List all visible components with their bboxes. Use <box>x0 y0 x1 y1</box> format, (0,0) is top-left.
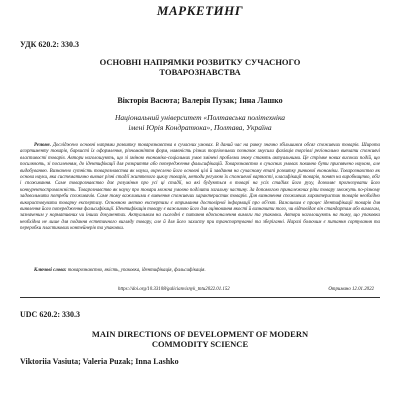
udc-code-en: UDC 620.2: 330.3 <box>20 310 80 319</box>
section-heading: МАРКЕТИНГ <box>156 3 244 18</box>
article-title-ua <box>30 57 370 77</box>
title-line: COMMODITY SCIENCE <box>151 339 249 349</box>
received-date: Отримано 12.01.2022 <box>328 287 374 292</box>
title-line: MAIN DIRECTIONS OF DEVELOPMENT OF MODERN <box>91 329 309 339</box>
title-line: ОСНОВНІ НАПРЯМКИ РОЗВИТКУ СУЧАСНОГО <box>99 57 301 67</box>
article-title-en <box>30 329 370 349</box>
authors-ua: Вікторія Васюта; Валерія Пузак; Інна Лашко <box>117 96 283 105</box>
authors-en: Viktoriia Vasiuta; Valeria Puzak; Inna Lashko <box>20 357 179 366</box>
affiliation-line: імені Юрія Кондратюка», Полтава, Україна <box>128 122 272 132</box>
keywords-lead: Ключові слова: <box>34 268 67 273</box>
divider <box>20 297 380 298</box>
doi-link[interactable]: https://doi.org/10.33108/galicianvisnyk_tntu2022.01.152 <box>118 287 230 292</box>
abstract <box>20 143 380 233</box>
abstract-lead: Резюме. <box>34 143 51 148</box>
keywords-body: товарознавство, якість, упаковка, ідентифікація, фальсифікація. <box>66 268 206 273</box>
affiliation-line: Національний університет «Полтавська політехніка <box>114 113 286 122</box>
abstract-body: Досліджено основні напрями розвитку товарознавства в сучасних умовах. В даний час на ринку значно збільшився обсяг споживчих товарів. Широта асортименту товарів, барвисті їх оформлення, різноманіття форм, наявність різних торгівельних позначок змусили фахівців торгівлі регіонально вивчати споживчі властивості товарів. Автори наголошують, що зі зміною економіко-соціальних умов змінені проблеми знову стають актуальними. Це стрімке нових високих подій, що посилюють, зі посиленням, до ідентифікації для розкриття або попередження фальсифікацій. Товарознавство в сучасних умовах повинно бути присвячено наукою, але видобуванню. Визначено сутність товарознавства як науки, окреслено його основні цілі й завдання на сучасному етапі розвитку ринкової економіки. Товарознавство як основа науки, яка систематично вивчає різні стадії життєвого циклу товарів, методи регулюю їх споживчої вартості, класифікації товарів, понят на виробництво, обіг і споживання. Саме товарознавство дає розуміння про усі ці стадії, на які будуються в товарі на усіх стадіях його руху, дозволяє прогнозувати його конкурентоспроможність. Товарознавство як науку про товари можна умовно поділити загальну частину. За допомогою приналежних ріпи товару зможуть по-різному задовольнити потреби споживачів. Саме тому важливими є вивчення споживчих характеристик товарів. Для визначення споживчих характеристик товарів необхідно використовувати товарну експертизу. Основною метою експертизи є отримання достовірної інформації про об'єкт. Важливим є процес ідентифікації товарів для виявлення його попередження фальсифікації. Ідентифікація товару є важливою його для оцінювання якості й визначити того, чи відповідає він стандартам або вимогам, зазначеним у нормативних чи інших документах. Актуальним на сьогодні є питання вдосконалення вимоги та упаковки. Автори наголошують на тому, що упаковка необхідна не лише для подання естетичного вигляду товару, але й для його захисту при транспортуванні та зберіганні. Наразі болючим є питання сортування та переробки пластикових контейнерів та упаковки. <box>20 143 380 232</box>
udc-code-ua: УДК 620.2: 330.3 <box>20 40 80 49</box>
keywords <box>20 268 380 274</box>
title-line: ТОВАРОЗНАВСТВА <box>159 67 241 77</box>
affiliation <box>40 113 360 132</box>
